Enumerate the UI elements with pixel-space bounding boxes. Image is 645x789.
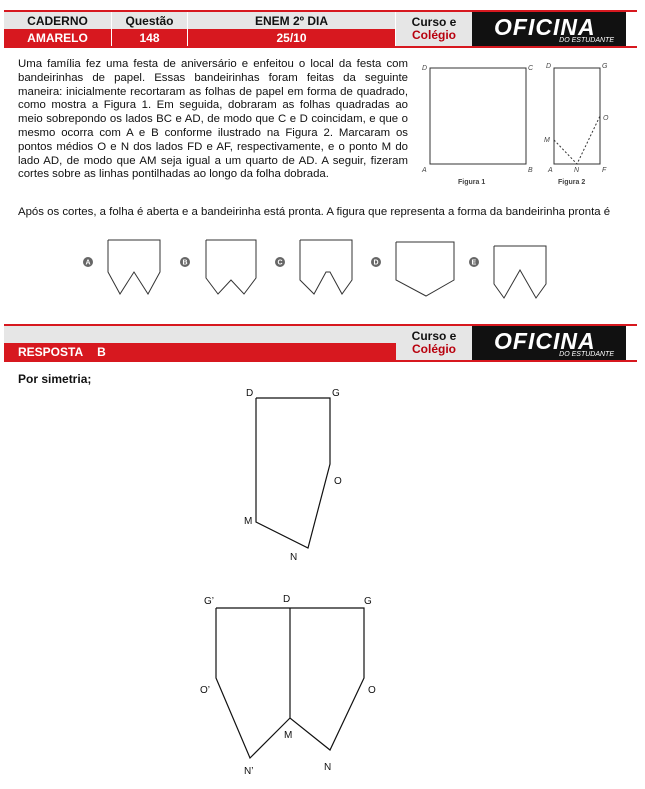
curso-line1: Curso e — [411, 15, 457, 29]
answer-label: RESPOSTA — [18, 344, 84, 359]
logo-text: OFICINA — [494, 14, 596, 40]
option-e-letter: E — [471, 259, 477, 267]
bottom-label-o: O — [368, 685, 376, 696]
top-label-d: D — [246, 388, 254, 399]
folded-sheet — [554, 68, 600, 164]
option-c-letter: C — [277, 259, 283, 267]
answer-oficina-logo — [472, 326, 626, 360]
bottom-label-n: N — [324, 762, 332, 773]
fig2-label-m: M — [544, 137, 550, 144]
option-e[interactable] — [469, 246, 546, 298]
fig1-caption: Figura 1 — [458, 179, 486, 186]
fig2-label-d: D — [546, 63, 552, 70]
caderno-label: CADERNO — [4, 12, 112, 29]
fig2-label-g: G — [602, 63, 608, 70]
bottom-label-g: G — [364, 596, 372, 607]
bottom-label-o-prime: O’ — [200, 685, 210, 696]
option-b-letter: B — [182, 259, 188, 267]
fig2-label-f: F — [602, 167, 607, 174]
option-b[interactable] — [180, 240, 256, 294]
header-info-grid — [4, 12, 396, 46]
curso-line2: Colégio — [412, 28, 456, 42]
cut-line — [554, 116, 600, 164]
solution-top-figure — [240, 382, 360, 567]
fig1-label-b: B — [528, 167, 533, 174]
option-c-shape — [300, 240, 352, 294]
option-b-shape — [206, 240, 256, 294]
fig2-caption: Figura 2 — [558, 179, 586, 186]
fig1-label-d: D — [422, 65, 428, 72]
figure-1 — [418, 58, 538, 188]
answer-curso-line2: Colégio — [412, 342, 456, 356]
top-label-g: G — [332, 388, 340, 399]
logo-subtext: DO ESTUDANTE — [559, 37, 614, 44]
fig2-label-a: A — [548, 167, 553, 174]
option-d-shape — [396, 242, 454, 296]
bottom-label-d: D — [283, 594, 291, 605]
answer-value: B — [97, 344, 106, 359]
options-row — [80, 232, 560, 302]
answer-curso-line1: Curso e — [411, 329, 457, 343]
answer-curso-colegio-badge — [396, 326, 472, 360]
bottom-label-m: M — [284, 730, 293, 741]
questao-value: 148 — [112, 29, 188, 46]
fig1-label-c: C — [528, 65, 534, 72]
solution-heading: Por simetria; — [18, 372, 92, 386]
option-e-shape — [494, 246, 546, 298]
fig2-label-o: O — [603, 115, 609, 122]
bottom-label-n-prime: N’ — [244, 766, 254, 777]
option-c[interactable] — [275, 240, 352, 294]
enem-label: ENEM 2º DIA — [188, 12, 396, 29]
bottom-label-g-prime: G’ — [204, 596, 214, 607]
answer-bottom-rule — [4, 360, 637, 362]
option-a-shape — [108, 240, 160, 294]
answer-logo-subtext: DO ESTUDANTE — [559, 351, 614, 358]
top-label-o: O — [334, 476, 342, 487]
half-flag-shape — [256, 398, 330, 548]
option-d[interactable] — [371, 242, 454, 296]
fig2-label-n: N — [574, 167, 580, 174]
problem-statement: Uma família fez uma festa de aniversário e enfeitou o local da festa com bandeirinhas de papel. Essas bandeirinhas foram feitas da seguinte maneira: inicialmente recortaram as folhas de papel em forma de quadrado, como mostra a Figura 1. Em seguida, dobraram as folhas quadradas ao meio sobrepondo os lados BC e AD, de modo que C e D coincidam, e que o mesmo ocorra com A e B conforme ilustrado na Figura 2. Marcaram os pontos médios O e N dos lados FD e AF, respectivamente, e o ponto M do lado AD, de modo que AM seja igual a um quarto de AD. A seguir, fizeram cortes sobre as linhas pontilhadas ao longo da folha dobrada. — [18, 58, 408, 181]
question-text: Após os cortes, a folha é aberta e a bandeirinha está pronta. A figura que representa a forma da bandeirinha pronta é — [18, 206, 611, 218]
option-a-letter: A — [85, 259, 91, 267]
top-label-m: M — [244, 516, 253, 527]
curso-colegio-badge — [396, 12, 472, 46]
square-sheet — [430, 68, 526, 164]
header-bottom-rule — [4, 46, 637, 48]
option-d-letter: D — [373, 259, 379, 267]
oficina-logo — [472, 12, 626, 46]
questao-label: Questão — [112, 12, 188, 29]
solution-bottom-figure — [196, 588, 396, 783]
enem-value: 25/10 — [188, 29, 396, 46]
fig1-label-a: A — [422, 167, 427, 174]
answer-logo-text: OFICINA — [494, 328, 596, 354]
figure-2 — [540, 58, 620, 188]
answer-bar — [4, 326, 396, 360]
caderno-value: AMARELO — [4, 29, 112, 46]
option-a[interactable] — [83, 240, 160, 294]
top-label-n: N — [290, 552, 298, 563]
